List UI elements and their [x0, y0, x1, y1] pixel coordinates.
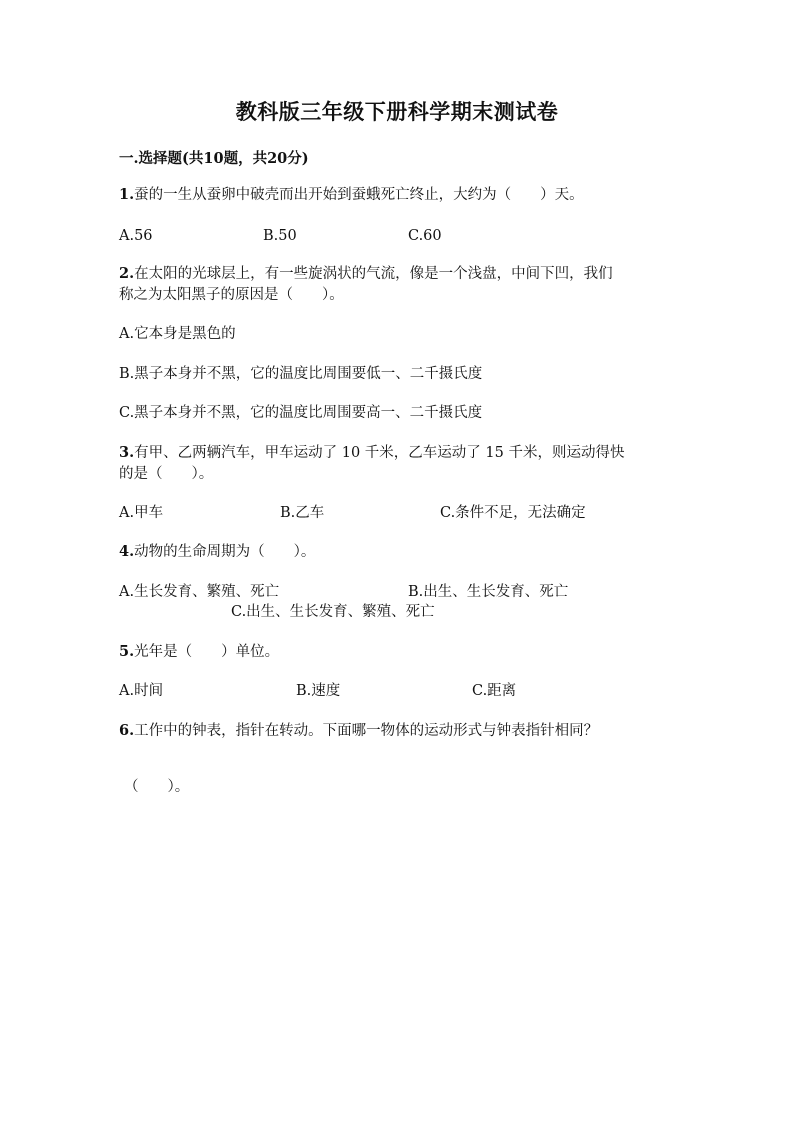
question-3-line-2: 的是（ ）。	[119, 466, 214, 482]
question-text: 动物的生命周期为（ ）。	[134, 544, 316, 560]
question-3-option-a[interactable]: A.甲车	[119, 505, 164, 521]
question-4	[119, 542, 315, 562]
question-4-option-b[interactable]: B.出生、生长发育、死亡	[408, 584, 569, 600]
question-1-option-b[interactable]: B.50	[263, 228, 297, 244]
question-text: 在太阳的光球层上，有一些旋涡状的气流，像是一个浅盘，中间下凹，我们	[134, 266, 613, 282]
page-title: 教科版三年级下册科学期末测试卷	[235, 99, 559, 124]
question-number: 6.	[119, 722, 135, 739]
question-5-option-a[interactable]: A.时间	[119, 683, 164, 699]
question-text: 有甲、乙两辆汽车，甲车运动了 10 千米，乙车运动了 15 千米，则运动得快	[134, 445, 625, 461]
question-2-option-a[interactable]: A.它本身是黑色的	[119, 326, 236, 342]
question-number: 4.	[119, 543, 135, 560]
question-1-option-a[interactable]: A.56	[119, 228, 153, 244]
question-3	[119, 443, 624, 463]
question-5	[119, 642, 279, 662]
question-4-option-a[interactable]: A.生长发育、繁殖、死亡	[119, 584, 280, 600]
question-number: 2.	[119, 265, 135, 282]
question-4-option-c[interactable]: C.出生、生长发育、繁殖、死亡	[231, 604, 435, 620]
question-text: 蚕的一生从蚕卵中破壳而出开始到蚕蛾死亡终止，大约为（ ）天。	[134, 187, 584, 203]
question-number: 5.	[119, 643, 135, 660]
question-text: 工作中的钟表，指针在转动。下面哪一物体的运动形式与钟表指针相同？	[134, 723, 599, 739]
section-heading: 一.选择题(共10题，共20分)	[119, 150, 309, 167]
question-1-option-c[interactable]: C.60	[408, 228, 442, 244]
question-6	[119, 721, 598, 741]
question-3-option-b[interactable]: B.乙车	[280, 505, 325, 521]
question-2-line-2: 称之为太阳黑子的原因是（ ）。	[119, 287, 344, 303]
question-text: 光年是（ ）单位。	[134, 644, 280, 660]
question-number: 3.	[119, 444, 135, 461]
question-3-option-c[interactable]: C.条件不足，无法确定	[440, 505, 586, 521]
question-2-option-c[interactable]: C.黑子本身并不黑，它的温度比周围要高一、二千摄氏度	[119, 405, 483, 421]
question-2	[119, 264, 613, 284]
question-2-option-b[interactable]: B.黑子本身并不黑，它的温度比周围要低一、二千摄氏度	[119, 366, 483, 382]
question-number: 1.	[119, 186, 135, 203]
question-5-option-b[interactable]: B.速度	[296, 683, 341, 699]
question-5-option-c[interactable]: C.距离	[472, 683, 517, 699]
question-1	[119, 185, 584, 205]
question-6-line-2: （ ）。	[124, 779, 190, 795]
